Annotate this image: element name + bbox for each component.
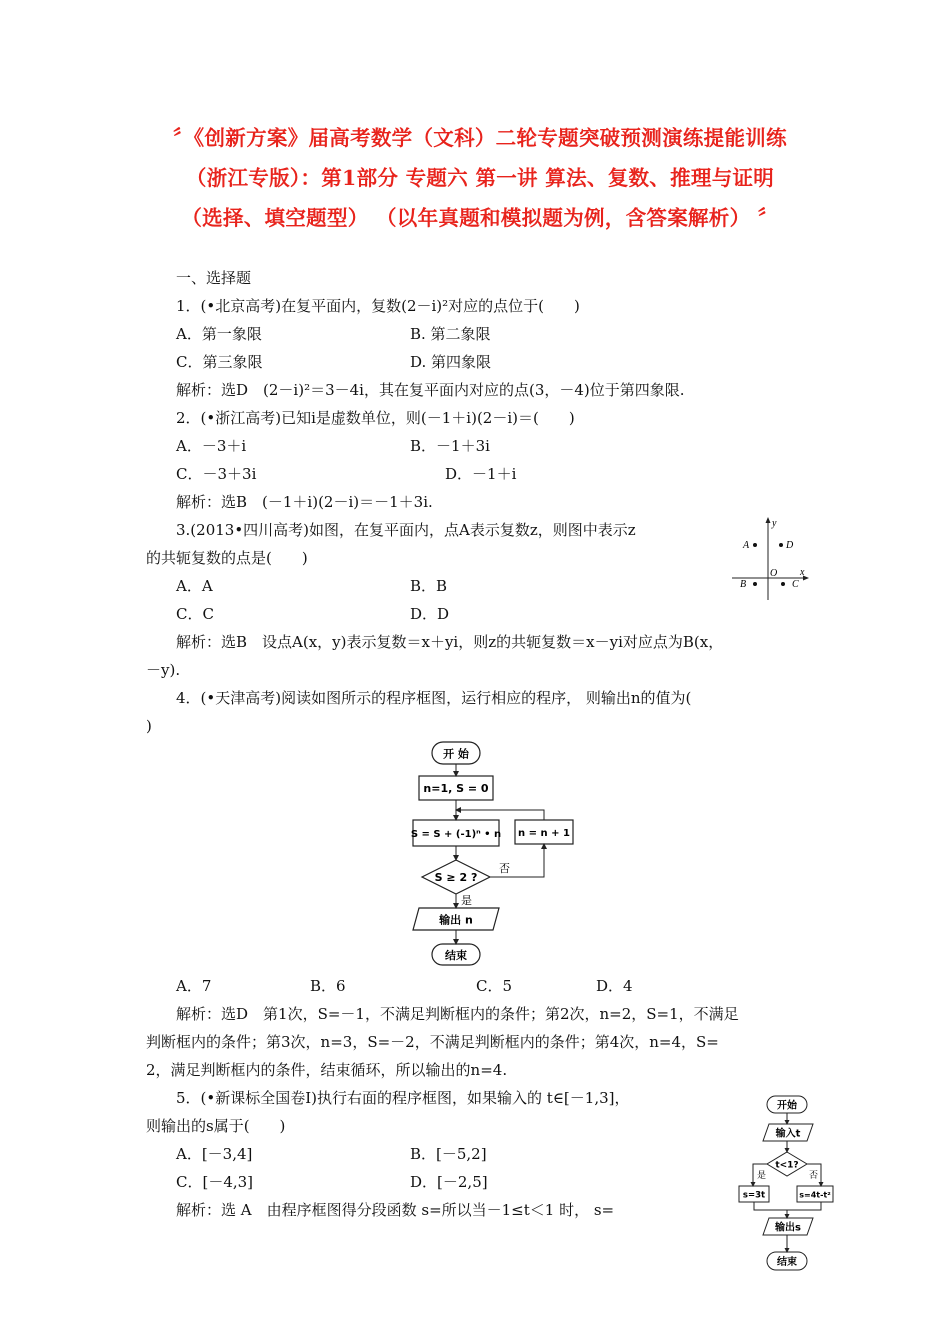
- y-axis-arrow-icon: [766, 517, 771, 523]
- flow5-condition-label: t<1?: [775, 1160, 799, 1171]
- q4-stem-line-2: ): [146, 717, 152, 735]
- flow-condition-label: S ≥ 2 ?: [434, 871, 478, 884]
- q4-flowchart: [405, 736, 585, 968]
- flow-start-label: 开 始: [443, 747, 469, 761]
- q5-solution: 解析：选 A 由程序框图得分段函数 s=所以当－1≤t＜1 时， s=: [176, 1201, 615, 1219]
- q4-option-c: C．5: [476, 977, 513, 995]
- point-b-label: B: [740, 579, 747, 590]
- q5-flowchart: [735, 1092, 835, 1278]
- q2-option-c: C．－3＋3i: [176, 465, 257, 483]
- point-a-label: A: [743, 540, 750, 551]
- flow-output-label: 输出 n: [439, 913, 473, 927]
- flow-yes-label: 是: [461, 894, 472, 907]
- point-b: [753, 582, 757, 586]
- q2-solution: 解析：选B (－1＋i)(2－i)＝－1＋3i.: [176, 493, 433, 511]
- point-c: [781, 582, 785, 586]
- flow-init-label: n=1, S = 0: [423, 782, 489, 795]
- title-line-3: （选择、填空题型） （以年真题和模拟题为例，含答案解析） 〞: [181, 206, 779, 230]
- q5-option-c: C．[－4,3]: [176, 1173, 254, 1191]
- q3-option-a: A．A: [176, 577, 213, 595]
- q3-solution-line-1: 解析：选B 设点A(x，y)表示复数＝x＋yi，则z的共轭复数＝x－yi对应点为B(x，: [176, 633, 724, 651]
- flow5-right-label: s=4t-t²: [799, 1190, 831, 1200]
- flow5-input-label: 输入t: [775, 1128, 801, 1140]
- origin-label: O: [770, 568, 778, 579]
- flow5-start-label: 开始: [777, 1100, 797, 1112]
- q1-option-d: D. 第四象限: [410, 353, 492, 371]
- q3-option-b: B．B: [410, 577, 448, 595]
- flow5-no-label: 否: [809, 1171, 819, 1181]
- flow-increment-label: n = n + 1: [518, 828, 570, 839]
- q4-option-a: A．7: [176, 977, 212, 995]
- q4-solution-line-3: 2，满足判断框内的条件，结束循环，所以输出的n=4.: [146, 1061, 508, 1079]
- q4-option-b: B．6: [310, 977, 346, 995]
- q5-stem-line-1: 5．(•新课标全国卷Ⅰ)执行右面的程序框图，如果输入的 t∈[－1,3]，: [176, 1089, 630, 1107]
- q3-option-c: C．C: [176, 605, 214, 623]
- flow-no-label: 否: [499, 862, 510, 875]
- flow5-left-label: s=3t: [742, 1190, 766, 1201]
- q1-stem: 1．(•北京高考)在复平面内，复数(2－i)²对应的点位于( ): [176, 297, 580, 315]
- complex-plane-figure: [730, 516, 810, 604]
- point-c-label: C: [792, 579, 799, 590]
- title-line-2: （浙江专版）：第1部分 专题六 第一讲 算法、复数、推理与证明: [185, 166, 775, 190]
- flow-update-label: S = S + (-1)ⁿ • n: [410, 829, 502, 840]
- document-title: [130, 118, 830, 238]
- q1-option-b: B. 第二象限: [410, 325, 491, 343]
- flow5-output-label: 输出s: [775, 1222, 801, 1234]
- q3-stem-line-2: 的共轭复数的点是( ): [146, 549, 308, 567]
- point-d: [779, 543, 783, 547]
- q4-solution-line-1: 解析：选D 第1次，S=－1，不满足判断框内的条件；第2次，n=2，S=1，不满足: [176, 1005, 739, 1023]
- q5-stem-line-2: 则输出的s属于( ): [146, 1117, 286, 1135]
- flow-end-label: 结束: [445, 949, 467, 962]
- q4-stem-line-1: 4．(•天津高考)阅读如图所示的程序框图，运行相应的程序， 则输出n的值为(: [176, 689, 692, 707]
- q4-option-d: D．4: [596, 977, 633, 995]
- q3-solution-line-2: －y).: [146, 661, 181, 679]
- q1-solution: 解析：选D (2－i)²＝3－4i，其在复平面内对应的点(3，－4)位于第四象限.: [176, 381, 685, 399]
- q4-solution-line-2: 判断框内的条件；第3次，n=3，S=－2，不满足判断框内的条件；第4次，n=4，S=: [146, 1033, 719, 1051]
- flow5-yes-label: 是: [757, 1171, 767, 1181]
- q2-stem: 2．(•浙江高考)已知i是虚数单位，则(－1＋i)(2－i)＝( ): [176, 409, 575, 427]
- q2-option-d: D．－1＋i: [445, 465, 517, 483]
- q5-option-d: D．[－2,5]: [410, 1173, 488, 1191]
- title-line-1: 〞《创新方案》届高考数学（文科）二轮专题突破预测演练提能训练: [173, 126, 787, 150]
- y-axis-label: y: [772, 518, 777, 529]
- q1-option-a: A．第一象限: [176, 325, 262, 343]
- point-a: [753, 543, 757, 547]
- x-axis-label: x: [800, 567, 805, 578]
- q3-stem-line-1: 3.(2013•四川高考)如图，在复平面内，点A表示复数z，则图中表示z: [176, 521, 636, 539]
- q3-option-d: D．D: [410, 605, 450, 623]
- q5-option-a: A．[－3,4]: [176, 1145, 253, 1163]
- flow5-end-label: 结束: [777, 1257, 797, 1268]
- q5-option-b: B．[－5,2]: [410, 1145, 487, 1163]
- q2-option-b: B．－1＋3i: [410, 437, 490, 455]
- section-heading: 一、选择题: [176, 269, 252, 287]
- q1-option-c: C．第三象限: [176, 353, 263, 371]
- point-d-label: D: [786, 540, 794, 551]
- q2-option-a: A．－3＋i: [176, 437, 247, 455]
